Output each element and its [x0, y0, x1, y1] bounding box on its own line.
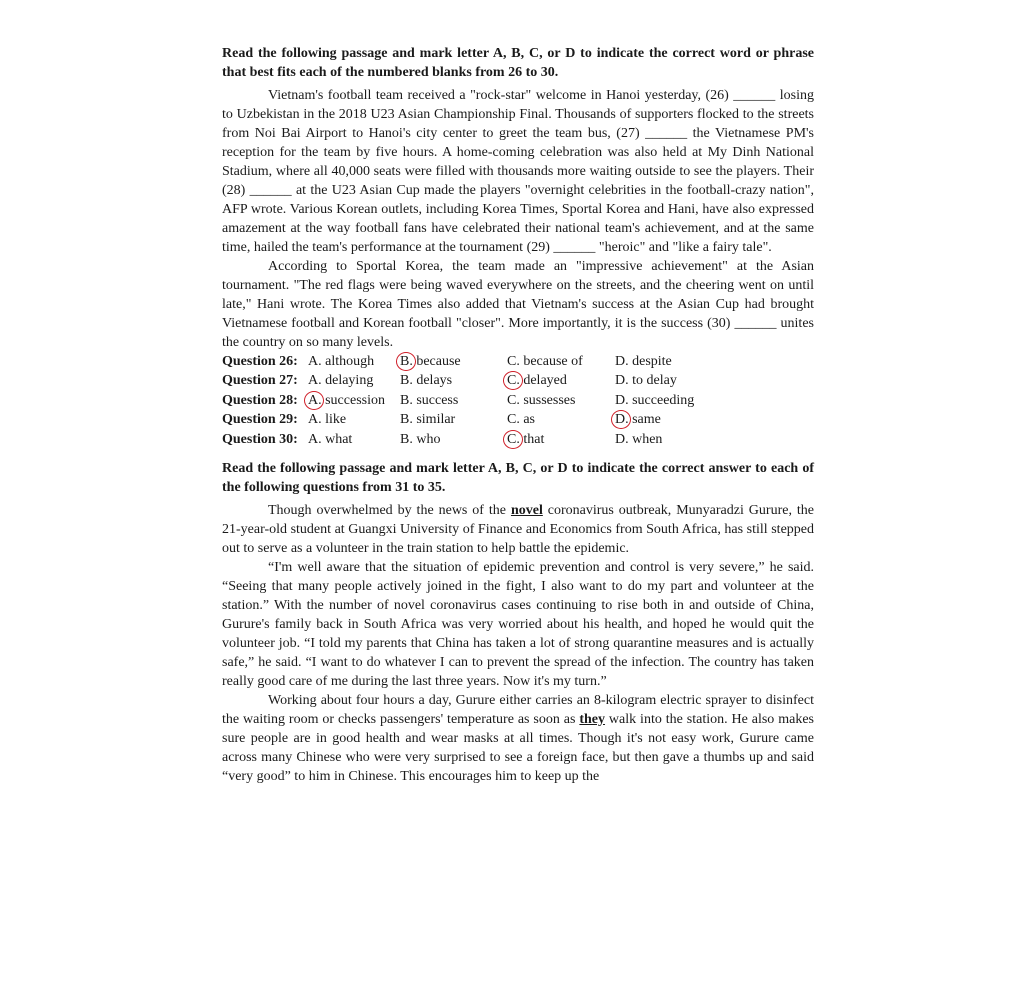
passage2-paragraph-2: “I'm well aware that the situation of epidemic prevention and control is very severe,” he said. “Seeing that many people actively joined in the fight, I also want to do my part and volunteer at the station.” With the number of novel coronavirus cases continuing to rise both in and outside of China, Gurure's family back in South Africa was very worried about his health, and hoped he would quit the volunteer job. “I told my parents that China has taken a lot of strong quarantine measures and is actually safe,” he said. “I want to do whatever I can to prevent the spread of the infection. The country has taken really good care of me during the last three years. Now it's my turn.” [222, 560, 814, 690]
option-d[interactable]: D. despite [615, 354, 672, 369]
option-c[interactable]: C. because of [507, 354, 583, 369]
option-d[interactable]: D. when [615, 431, 663, 447]
section1-instruction: Read the following passage and mark letter A, B, C, or D to indicate the correct word or phrase that best fits each of the numbered blanks from 26 to 30. [222, 46, 814, 80]
passage2-paragraph-1: Though overwhelmed by the news of the novel coronavirus outbreak, Munyaradzi Gurure, the 21-year-old student at Guangxi University of Finance and Economics from South Africa, has still stepped out to serve as a volunteer in the train station to help battle the epidemic. [222, 503, 814, 557]
question-label: Question 28: [222, 392, 298, 408]
underlined-word-novel: novel [510, 503, 543, 519]
option-d[interactable]: D. to delay [615, 373, 677, 389]
answer-circle-mark [304, 391, 324, 410]
question-list [222, 352, 814, 449]
option-a[interactable]: A. what [308, 431, 353, 447]
question-label: Question 26: [222, 354, 298, 369]
option-a[interactable]: A. delaying [308, 373, 374, 389]
option-b[interactable]: B. delays [400, 373, 453, 389]
answer-circle-mark [503, 430, 523, 449]
option-b[interactable]: B. similar [400, 412, 456, 428]
question-label: Question 30: [222, 431, 298, 447]
option-b[interactable]: B. success [400, 392, 459, 408]
underlined-word-they: they [579, 712, 606, 728]
option-c[interactable]: C. that [507, 430, 615, 449]
option-c[interactable]: C. delayed [507, 371, 615, 390]
option-b[interactable]: B. because [400, 352, 507, 371]
option-d[interactable]: D. succeeding [615, 392, 695, 408]
question-27 [222, 371, 814, 390]
option-a[interactable]: A. succession [308, 391, 400, 410]
option-b[interactable]: B. who [400, 431, 441, 447]
option-c[interactable]: C. sussesses [507, 392, 576, 408]
question-28 [222, 391, 814, 410]
question-30 [222, 430, 814, 449]
question-label: Question 29: [222, 412, 298, 428]
section2-instruction: Read the following passage and mark letter A, B, C, or D to indicate the correct answer to each of the following questions from 31 to 35. [222, 461, 814, 496]
question-26 [222, 352, 814, 371]
question-label: Question 27: [222, 373, 298, 389]
passage1-paragraph-2: According to Sportal Korea, the team made an "impressive achievement" at the Asian tournament. "The red flags were being waved everywhere on the streets, and the cheering went on until late," Hani wrote. The Korea Times also added that Vietnam's success at the Asian Cup had brought Vietnamese football and Korean football "closer". More importantly, it is the success (30) ______ unites the country on so many levels. [222, 259, 814, 350]
exam-page [222, 44, 814, 786]
option-c[interactable]: C. as [507, 412, 535, 428]
option-d[interactable]: D. same [615, 410, 735, 429]
question-29 [222, 410, 814, 429]
passage2-paragraph-3: Working about four hours a day, Gurure either carries an 8-kilogram electric sprayer to disinfect the waiting room or checks passengers' temperature as soon as they walk into the station. He also makes sure people are in good health and wear masks at all times. Though it's not easy work, Gurure came across many Chinese who were very surprised to see a foreign face, but then gave a thumbs up and said “very good” to him in Chinese. This encourages him to keep up the [222, 693, 814, 785]
option-a[interactable]: A. although [308, 354, 375, 369]
passage1-paragraph-1: Vietnam's football team received a "rock-star" welcome in Hanoi yesterday, (26) ______ losing to Uzbekistan in the 2018 U23 Asian Championship Final. Thousands of supporters flocked to the streets from Noi Bai Airport to Hanoi's city center to greet the team bus, (27) ______ the Vietnamese PM's reception for the team by five hours. A home-coming celebration was also held at My Dinh National Stadium, where all 40,000 seats were filled with thousands more waiting outside to see the players. Their (28) ______ at the U23 Asian Cup made the players "overnight celebrities in the football-crazy nation", AFP wrote. Various Korean outlets, including Korea Times, Sportal Korea and Hani, have also expressed amazement at the way football fans have celebrated their national team's achievement, and at the same time, hailed the team's performance at the tournament (29) ______ "heroic" and "like a fairy tale". [222, 88, 814, 255]
answer-circle-mark [396, 352, 416, 371]
option-a[interactable]: A. like [308, 412, 347, 428]
